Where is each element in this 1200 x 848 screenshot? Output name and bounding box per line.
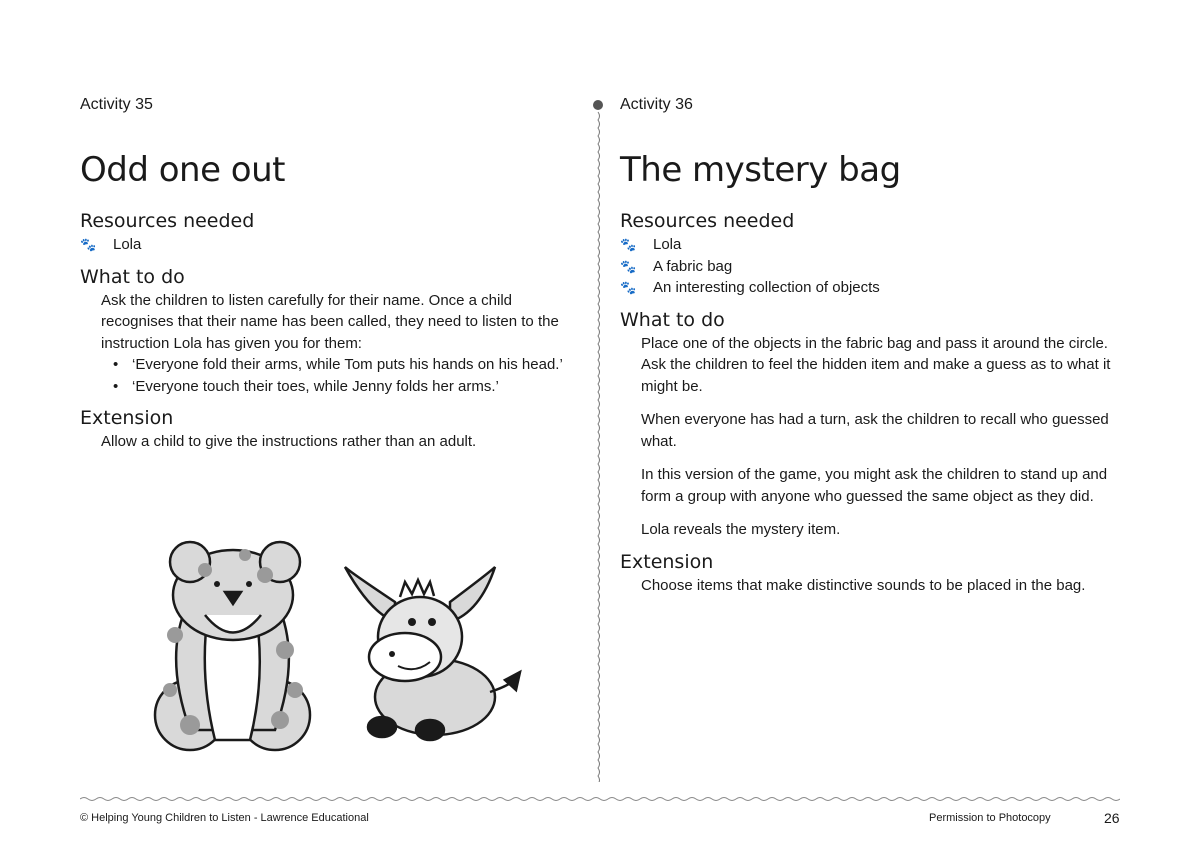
extension-section: [80, 407, 575, 453]
resources-section: [80, 210, 575, 256]
activity-title: Odd one out: [80, 150, 285, 190]
activity-35: [80, 94, 575, 463]
extension-heading: Extension: [620, 550, 714, 573]
what-to-do-heading: What to do: [80, 265, 185, 288]
what-to-do-section: [620, 309, 1120, 541]
paw-print-icon: 🐾: [620, 280, 637, 296]
paw-print-icon: 🐾: [620, 237, 637, 253]
instructions-paragraph: In this version of the game, you might ask the children to stand up and form a group with anyone who guessed the same object as they did.: [641, 466, 1108, 505]
activity-number: Activity 36: [620, 96, 693, 113]
paw-print-icon: 🐾: [80, 237, 97, 253]
donkey-illustration: [340, 562, 525, 742]
leopard-illustration: [145, 540, 315, 755]
list-item: 🐾 Lola: [80, 236, 142, 253]
list-item: • ‘Everyone fold their arms, while Tom puts his hands on his head.’: [113, 354, 575, 376]
resources-list: [620, 234, 1120, 299]
resources-heading: Resources needed: [620, 210, 795, 232]
list-item: 🐾 An interesting collection of objects: [620, 279, 880, 296]
extension-text: Choose items that make distinctive sounds to be placed in the bag.: [641, 576, 1086, 594]
activity-title: The mystery bag: [620, 150, 901, 190]
what-to-do-section: [80, 266, 575, 398]
instructions-paragraph: When everyone has had a turn, ask the children to recall who guessed what.: [641, 411, 1109, 450]
instructions-paragraph: Place one of the objects in the fabric bag and pass it around the circle. Ask the children to feel the hidden item and make a guess as to what it might be.: [641, 334, 1111, 395]
list-item: 🐾 A fabric bag: [620, 257, 733, 275]
extension-heading: Extension: [80, 407, 174, 429]
page-number: 26: [1104, 810, 1120, 826]
instructions-paragraph: Lola reveals the mystery item.: [641, 521, 841, 538]
example-bullets: [80, 354, 575, 397]
activity-number: Activity 35: [80, 96, 153, 113]
list-item: 🐾 Lola: [620, 236, 682, 253]
activity-36: [620, 94, 1120, 606]
resources-heading: Resources needed: [80, 210, 255, 232]
resources-list: [80, 234, 575, 256]
footer-permission: Permission to Photocopy: [929, 812, 1051, 824]
paw-print-icon: 🐾: [620, 258, 637, 274]
extension-text: Allow a child to give the instructions rather than an adult.: [101, 433, 477, 450]
column-divider: [592, 100, 604, 782]
instructions-text: Ask the children to listen carefully for their name. Once a child recognises that their name has been called, they need to listen to the instruction Lola has given you for them:: [101, 291, 559, 352]
list-item: • ‘Everyone touch their toes, while Jenny folds her arms.’: [113, 376, 575, 398]
footer-copyright: © Helping Young Children to Listen - Lawrence Educational: [80, 812, 369, 824]
resources-section: [620, 210, 1120, 299]
footer-rule: [80, 794, 1120, 804]
what-to-do-heading: What to do: [620, 308, 725, 331]
extension-section: [620, 551, 1120, 597]
